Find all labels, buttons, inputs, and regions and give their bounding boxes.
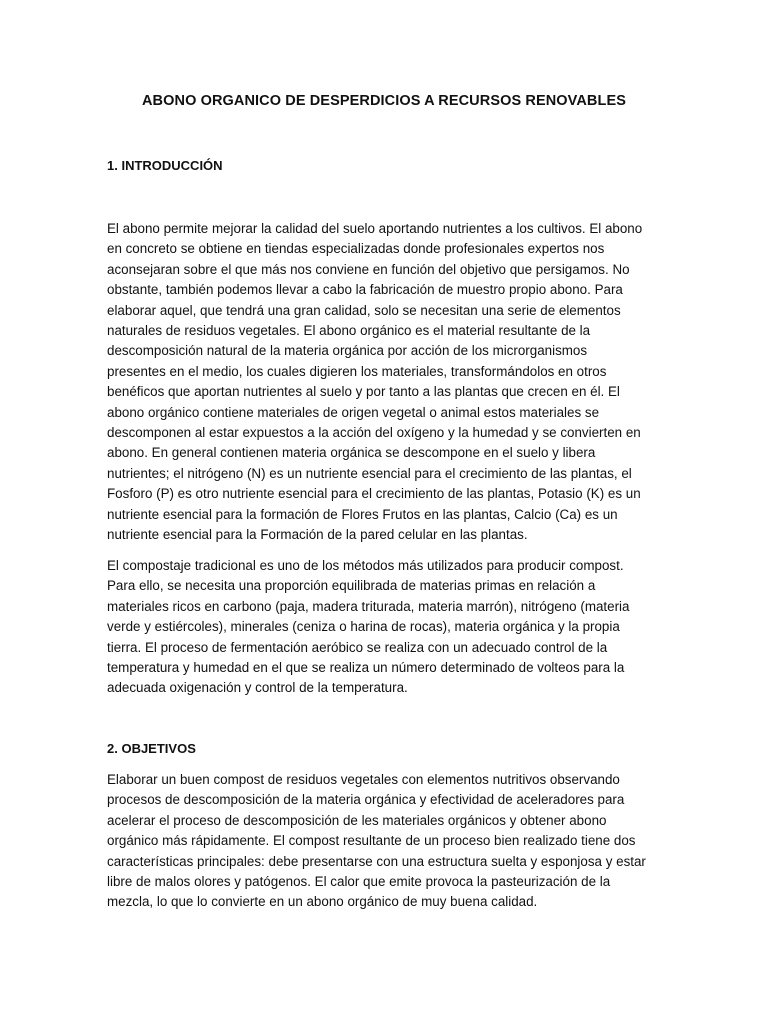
text-line: materiales ricos en carbono (paja, madera triturada, materia marrón), nitrógeno (materia — [107, 598, 630, 614]
text-line: en concreto se obtiene en tiendas especializadas donde profesionales expertos nos — [107, 241, 605, 257]
text-line: obstante, también podemos llevar a cabo la fabricación de muestro propio abono. Para — [107, 282, 623, 298]
text-line: acelerar el proceso de descomposición de les materiales orgánicos y obtener abono — [107, 812, 607, 828]
text-line: descomponen al estar expuestos a la acción del oxígeno y la humedad y se convierten en — [107, 425, 641, 441]
text-line: nutrientes; el nitrógeno (N) es un nutriente esencial para el crecimiento de las plantas, el — [107, 465, 632, 481]
paragraph-introduccion-1 — [107, 219, 663, 546]
text-line: naturales de residuos vegetales. El abono orgánico es el material resultante de la — [107, 323, 591, 339]
text-line: El compostaje tradicional es uno de los métodos más utilizados para producir compost. — [107, 558, 624, 573]
text-line: temperatura y humedad en el que se realiza un número determinado de volteos para la — [107, 660, 625, 676]
document-title: ABONO ORGANICO DE DESPERDICIOS A RECURSOS RENOVABLES — [141, 93, 627, 109]
section-heading-objetivos: 2. OBJETIVOS — [107, 741, 196, 756]
text-line: tierra. El proceso de fermentación aeróbico se realiza con un adecuado control de la — [107, 639, 608, 655]
paragraph-objetivos-1 — [107, 770, 663, 913]
text-line: nutriente esencial para la formación de Flores Frutos en las plantas, Calcio (Ca) es un — [107, 506, 618, 522]
text-line: benéficos que aportan nutrientes al suelo y por tanto a las plantas que crecen en él. El — [107, 384, 620, 400]
text-line: mezcla, lo que lo convierte en un abono orgánico de muy buena calidad. — [107, 894, 538, 910]
text-line: aconsejaran sobre el que más nos conviene en función del objetivo que persigamos. No — [107, 261, 630, 277]
text-line: abono orgánico contiene materiales de origen vegetal o animal estos materiales se — [107, 404, 600, 420]
text-line: El abono permite mejorar la calidad del suelo aportando nutrientes a los cultivos. El abono — [107, 221, 643, 236]
text-line: Elaborar un buen compost de residuos vegetales con elementos nutritivos observando — [107, 772, 620, 787]
text-line: Fosforo (P) es otro nutriente esencial para el crecimiento de las plantas, Potasio (K) es un — [107, 486, 641, 502]
section-heading-introduccion: 1. INTRODUCCIÓN — [107, 158, 223, 173]
text-line: orgánico más rápidamente. El compost resultante de un proceso bien realizado tiene dos — [107, 833, 636, 849]
text-line: descomposición natural de la materia orgánica por acción de los microrganismos — [107, 343, 588, 359]
text-line: libre de malos olores y patógenos. El calor que emite provoca la pasteurización de la — [107, 874, 611, 890]
text-line: elaborar aquel, que tendrá una gran calidad, solo se necesitan una serie de elementos — [107, 302, 621, 318]
text-line: presentes en el medio, los cuales digieren los materiales, transformándolos en otros — [107, 363, 607, 379]
text-line: abono. En general contienen materia orgánica se descompone en el suelo y libera — [107, 445, 596, 461]
text-line: adecuada oxigenación y control de la temperatura. — [107, 680, 408, 696]
text-line: nutriente esencial para la Formación de la pared celular en las plantas. — [107, 527, 528, 543]
text-line: Para ello, se necesita una proporción equilibrada de materias primas en relación a — [107, 578, 596, 594]
paragraph-introduccion-2 — [107, 556, 663, 699]
text-line: procesos de descomposición de la materia orgánica y efectividad de aceleradores para — [107, 792, 625, 808]
text-line: características principales: debe presentarse con una estructura suelta y esponjosa y estar — [107, 853, 646, 869]
text-line: verde y estiércoles), minerales (ceniza o harina de rocas), materia orgánica y la propia — [107, 619, 620, 635]
